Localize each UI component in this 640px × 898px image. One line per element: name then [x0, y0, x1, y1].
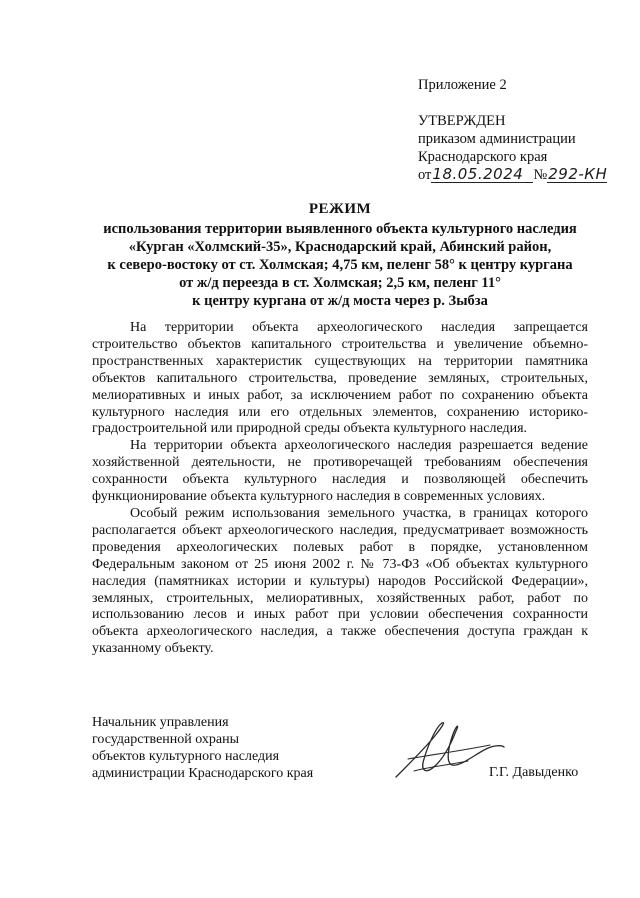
approval-title: УТВЕРЖДЕН — [418, 113, 506, 129]
paragraph-prohibited: На территории объекта археологического наследия запрещается строительство объектов капитального строительства и увеличение объемно-пространственных характеристик существующих на территории памятника объектов капитального строительства, проведение земляных, строительных, мелиоративных и иных работ, за исключением работ по сохранению объекта культурного наследия или его отдельных элементов, сохранению историко-градостроительной или природной среды объекта культурного наследия. — [92, 320, 588, 437]
approval-number-sign: № — [533, 167, 548, 183]
position-line: объектов культурного наследия — [92, 749, 280, 764]
position-line: государственной охраны — [92, 732, 240, 747]
document-title — [80, 200, 600, 310]
title-line: «Курган «Холмский-35», Краснодарский край, Абинский район, — [128, 239, 552, 255]
paragraph-permitted: На территории объекта археологического наследия разрешается ведение хозяйственной деятельности, не противоречащей требованиям обеспечения сохранности объекта культурного наследия и позволяющей обеспечить функционирование объекта культурного наследия в современных условиях. — [92, 438, 588, 505]
title-line: от ж/д переезда в ст. Холмская; 2,5 км, пеленг 11° — [179, 275, 501, 291]
title-line: использования территории выявленного объекта культурного наследия — [103, 221, 577, 237]
approval-block — [418, 112, 607, 184]
title-line: к центру кургана от ж/д моста через р. Зыбза — [192, 293, 488, 309]
position-line: Начальник управления — [92, 715, 229, 730]
approval-number-handwritten: 292-КН — [548, 165, 608, 183]
approval-order-line: приказом администрации — [418, 131, 576, 147]
approval-from-prefix: от — [418, 167, 432, 183]
paragraph-special-regime: Особый режим использования земельного участка, в границах которого располагается объект археологического наследия, предусматривает возможность проведения археологических полевых работ в порядке, установленном Федеральным законом от 25 июня 2002 г. № 73-ФЗ «Об объектах культурного наследия (памятниках истории и культуры) народов Российской Федерации», земляных, строительных, мелиоративных, хозяйственных работ, работ по использованию лесов и иных работ при условии обеспечения сохранности объекта археологического наследия, а также обеспечения доступа граждан к указанному объекту. — [92, 505, 588, 657]
signer-name: Г.Г. Давыденко — [489, 765, 579, 780]
signatory-position — [92, 714, 313, 782]
document-body — [92, 320, 588, 658]
position-line: администрации Краснодарского края — [92, 766, 314, 781]
approval-date-handwritten: 18.05.2024 — [431, 167, 533, 183]
appendix-label: Приложение 2 — [418, 77, 507, 93]
title-line: к северо-востоку от ст. Холмская; 4,75 км, пеленг 58° к центру кургана — [107, 257, 573, 273]
approval-date-number-line — [418, 166, 607, 184]
title-heading: РЕЖИМ — [308, 201, 372, 217]
approval-region-line: Краснодарского края — [418, 149, 548, 165]
